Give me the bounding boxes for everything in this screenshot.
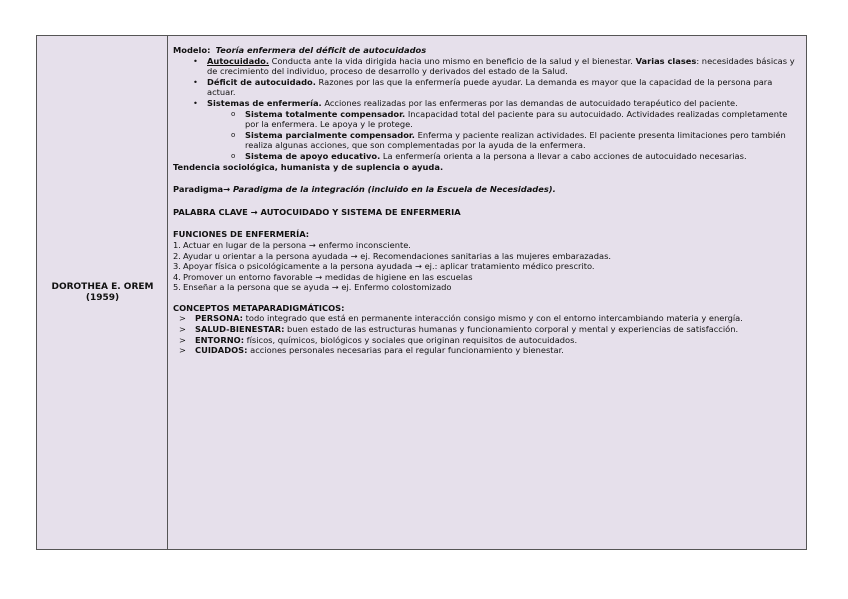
modelo-line xyxy=(173,45,803,56)
bullet-term: Autocuidado. xyxy=(207,55,269,66)
concept-term: CUIDADOS: xyxy=(195,345,248,356)
item-text: Apoyar física o psicológicamente a la persona ayudada → ej.: aplicar tratamiento médico prescrito. xyxy=(183,261,595,272)
bullet-term: Sistema parcialmente compensador. xyxy=(245,129,415,140)
model-bullets xyxy=(173,56,803,162)
list-item xyxy=(173,272,803,283)
author-name: DOROTHEA E. OREM xyxy=(51,282,154,292)
concept-text: físicos, químicos, biológicos y sociales que originan requisitos de autocuidados. xyxy=(244,334,578,345)
list-item xyxy=(173,251,803,262)
bullet-text: Enferma y paciente realizan actividades. El paciente presenta limitaciones pero también realiza algunas acciones, que son complementadas por la ayuda de la enfermera. xyxy=(245,129,786,151)
bullet-text: : necesidades básicas y de crecimiento del individuo, proceso de desarrollo y derivados del estado de la Salud. xyxy=(207,55,795,77)
modelo-label: Modelo: xyxy=(173,45,211,55)
concept-text: todo integrado que está en permanente interacción consigo mismo y con el entorno intercambiando materia y energía. xyxy=(243,313,743,324)
item-number: 5. xyxy=(173,282,181,293)
item-number: 2. xyxy=(173,250,181,261)
funciones-heading: FUNCIONES DE ENFERMERÍA: xyxy=(173,229,310,240)
list-item xyxy=(173,109,803,130)
list-item xyxy=(173,56,803,77)
funciones-list xyxy=(173,240,803,293)
item-number: 4. xyxy=(173,271,181,282)
bullet-text: Incapacidad total del paciente para su autocuidado. Actividades realizadas completamente por la enfermera. Le apoya y le protege. xyxy=(245,108,788,130)
list-item xyxy=(173,324,803,335)
bullet-text: Acciones realizadas por las enfermeras por las demandas de autocuidado terapéutico del paciente. xyxy=(321,97,738,108)
bullet-term: Sistema de apoyo educativo. xyxy=(245,150,381,161)
paradigma-value: Paradigma de la integración (incluido en la Escuela de Necesidades). xyxy=(232,184,556,195)
bullet-text: Conducta ante la vida dirigida hacia uno mismo en beneficio de la salud y el bienestar. xyxy=(269,55,636,66)
list-item xyxy=(173,282,803,293)
conceptos-list xyxy=(173,313,803,355)
list-item xyxy=(173,98,803,162)
author-cell xyxy=(37,36,168,549)
item-number: 1. xyxy=(173,239,181,250)
concept-term: ENTORNO: xyxy=(195,334,245,345)
tendencia-line: Tendencia sociológica, humanista y de suplencia o ayuda. xyxy=(173,161,444,172)
list-item xyxy=(173,151,803,162)
bullet-term: Déficit de autocuidado. xyxy=(207,76,316,87)
bullet-text: Razones por las que la enfermería puede ayudar. La demanda es mayor que la capacidad de la persona para actuar. xyxy=(207,76,773,98)
item-text: Ayudar u orientar a la persona ayudada → ej. Recomendaciones sanitarias a las mujeres embarazadas. xyxy=(183,250,612,261)
item-text: Enseñar a la persona que se ayuda → ej. Enfermo colostomizado xyxy=(183,282,452,293)
list-item xyxy=(173,313,803,324)
bullet-text: La enfermería orienta a la persona a llevar a cabo acciones de autocuidado necesarias. xyxy=(380,150,747,161)
conceptos-heading: CONCEPTOS METAPARADIGMÁTICOS: xyxy=(173,302,345,313)
list-item xyxy=(173,240,803,251)
theory-table xyxy=(36,35,807,550)
concept-term: PERSONA: xyxy=(195,313,244,324)
item-text: Promover un entorno favorable → medidas de higiene en las escuelas xyxy=(183,271,473,282)
list-item xyxy=(173,130,803,151)
concept-term: SALUD-BIENESTAR: xyxy=(195,324,285,335)
concept-text: acciones personales necesarias para el regular funcionamiento y bienestar. xyxy=(247,345,564,356)
list-item xyxy=(173,335,803,346)
content-cell xyxy=(173,45,803,356)
bullet-term: Varias clases xyxy=(635,55,697,66)
system-sub-bullets xyxy=(173,109,803,162)
bullet-term: Sistemas de enfermería. xyxy=(207,97,322,108)
list-item xyxy=(173,77,803,98)
bullet-term: Sistema totalmente compensador. xyxy=(245,108,406,119)
author-label xyxy=(37,282,168,304)
item-number: 3. xyxy=(173,261,181,272)
concept-text: buen estado de las estructuras humanas y funcionamiento corporal y mental y experiencias de satisfacción. xyxy=(284,324,739,335)
modelo-title: Teoría enfermera del déficit de autocuidados xyxy=(215,45,427,55)
item-text: Actuar en lugar de la persona → enfermo inconsciente. xyxy=(183,239,411,250)
paradigma-line xyxy=(173,184,803,195)
author-year: (1959) xyxy=(85,293,120,303)
palabra-clave-line: PALABRA CLAVE → AUTOCUIDADO Y SISTEMA DE ENFERMERIA xyxy=(173,206,461,217)
paradigma-label: Paradigma→ xyxy=(173,184,233,195)
list-item xyxy=(173,261,803,272)
list-item xyxy=(173,345,803,356)
